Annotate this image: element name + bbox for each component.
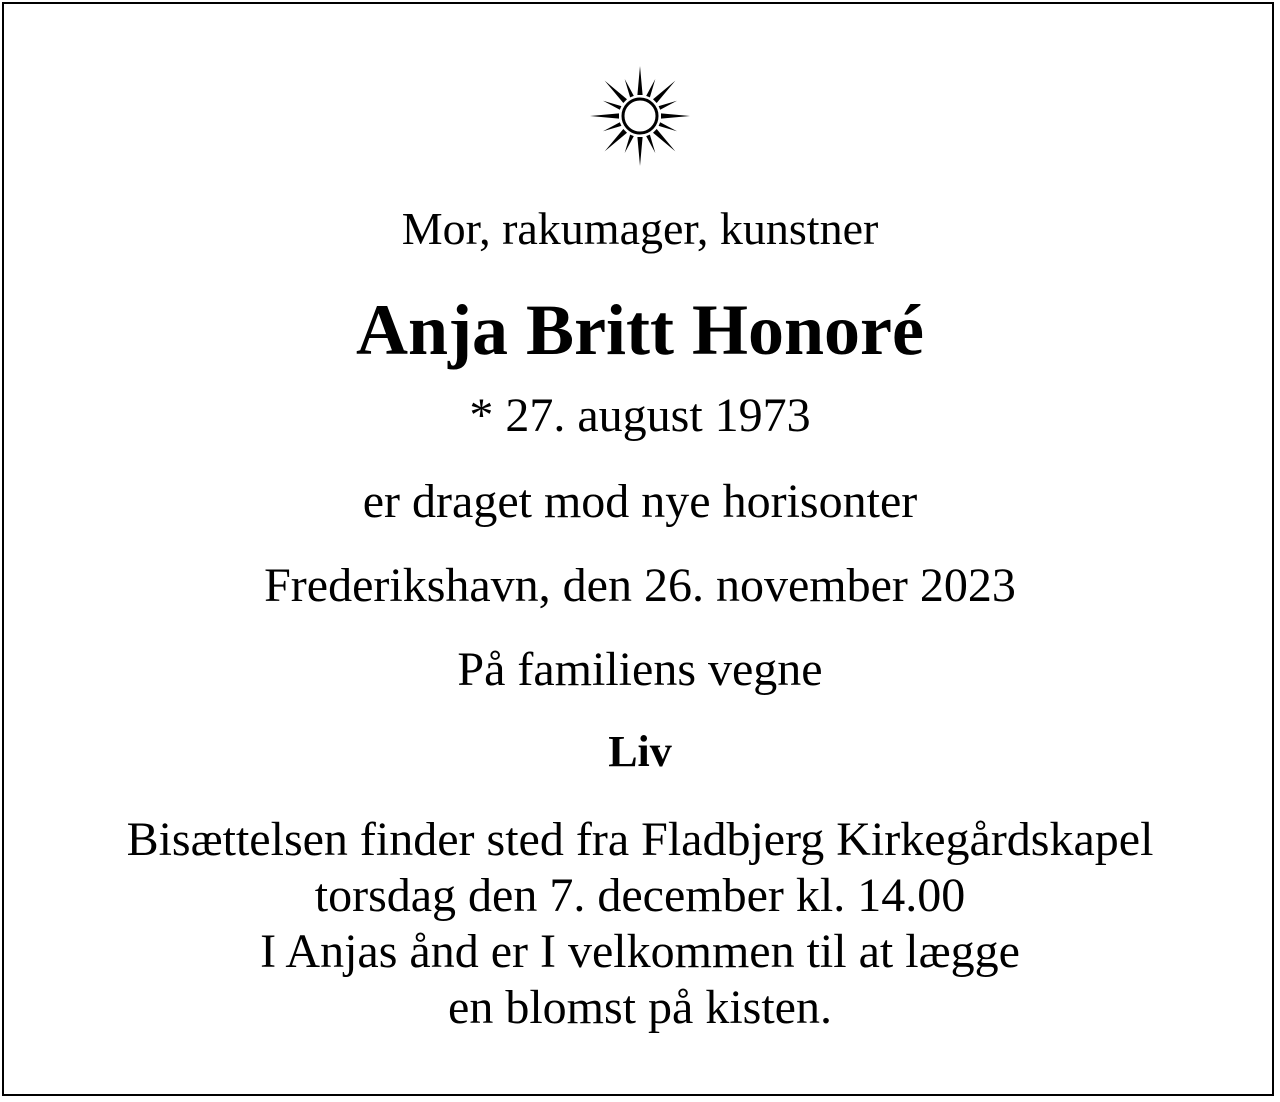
sun-ray (605, 81, 627, 103)
sun-ray (603, 101, 621, 110)
sun-ray (653, 129, 675, 151)
passing-phrase: er draget mod nye horisonter (362, 475, 918, 528)
sun-icon (588, 64, 692, 168)
sun-ray (659, 101, 677, 110)
sun-ray (646, 79, 655, 97)
occupation-text: Mor, rakumager, kunstner (401, 203, 879, 254)
sun-ray (625, 79, 634, 97)
sun-ray (653, 81, 675, 103)
sun-ray (637, 66, 642, 95)
signer-name: Liv (608, 727, 672, 776)
sun-ray (661, 113, 690, 118)
sun-ray (646, 135, 655, 153)
funeral-line: I Anjas ånd er I velkommen til at lægge (260, 925, 1020, 978)
deceased-name: Anja Britt Honoré (356, 290, 924, 370)
sun-ray (637, 137, 642, 166)
sun-ray (603, 122, 621, 131)
on-behalf-text: På familiens vegne (457, 643, 823, 696)
funeral-line: Bisættelsen finder sted fra Fladbjerg Kirkegårdskapel (126, 813, 1154, 866)
sun-ray (625, 135, 634, 153)
funeral-line: en blomst på kisten. (448, 981, 832, 1034)
funeral-info (0, 812, 1280, 1036)
sun-ray (605, 129, 627, 151)
sun-ray (590, 113, 619, 118)
birth-date: * 27. august 1973 (469, 389, 811, 442)
sun-ray (659, 122, 677, 131)
funeral-line: torsdag den 7. december kl. 14.00 (314, 869, 966, 922)
place-and-date: Frederikshavn, den 26. november 2023 (264, 559, 1016, 612)
